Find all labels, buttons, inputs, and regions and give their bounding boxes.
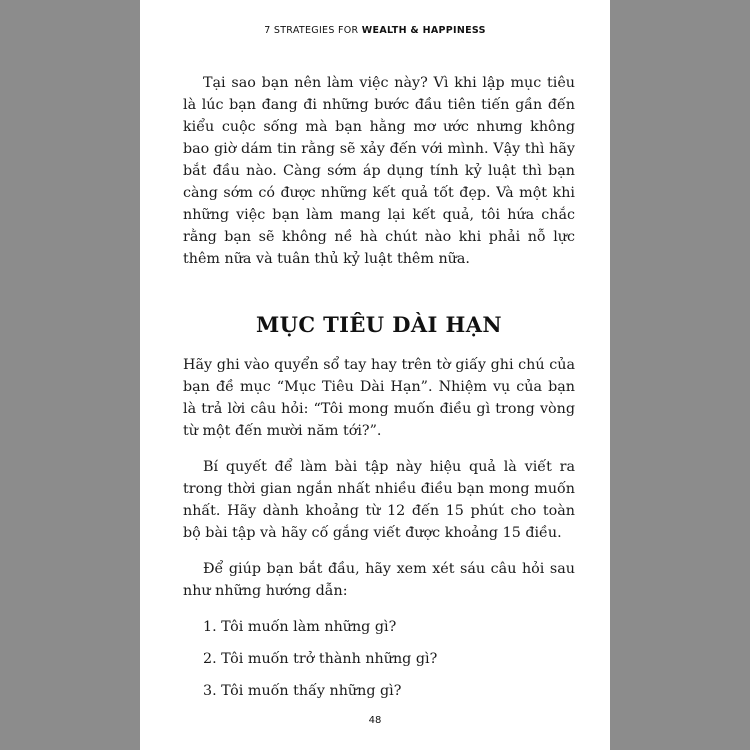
page-content [183,72,575,712]
list-item: 2. Tôi muốn trở thành những gì? [203,651,438,667]
list-item: 1. Tôi muốn làm những gì? [203,619,397,635]
running-header-bold: WEALTH & HAPPINESS [361,25,486,36]
running-header [140,25,610,36]
running-header-prefix: 7 STRATEGIES FOR [264,25,359,36]
section-paragraph-1: Hãy ghi vào quyển sổ tay hay trên tờ giấy ghi chú của bạn đề mục “Mục Tiêu Dài Hạn”. Nhiệm vụ của bạn là trả lời câu hỏi: “Tôi mong muốn điều gì trong vòng từ một đến mười năm tới?”. [183,357,575,439]
list-item: 3. Tôi muốn thấy những gì? [203,683,402,699]
book-page [140,0,610,750]
section-paragraph-3: Để giúp bạn bắt đầu, hãy xem xét sáu câu hỏi sau như những hướng dẫn: [183,561,575,599]
page-number: 48 [368,715,382,726]
question-list [183,616,575,702]
section-title: MỤC TIÊU DÀI HẠN [255,312,503,337]
section-paragraph-2: Bí quyết để làm bài tập này hiệu quả là viết ra trong thời gian ngắn nhất nhiều điều bạn mong muốn nhất. Hãy dành khoảng từ 12 đến 15 phút cho toàn bộ bài tập và hãy cố gắng viết được khoảng 15 điều. [183,459,575,541]
intro-paragraph: Tại sao bạn nên làm việc này? Vì khi lập mục tiêu là lúc bạn đang đi những bước đầu tiên tiến gần đến kiểu cuộc sống mà bạn hằng mơ ước nhưng không bao giờ dám tin rằng sẽ xảy đến với mình. Vậy thì hãy bắt đầu nào. Càng sớm áp dụng tính kỷ luật thì bạn càng sớm có được những kết quả tốt đẹp. Và một khi những việc bạn làm mang lại kết quả, tôi hứa chắc rằng bạn sẽ không nề hà chút nào khi phải nỗ lực thêm nữa và tuân thủ kỷ luật thêm nữa. [183,75,575,267]
